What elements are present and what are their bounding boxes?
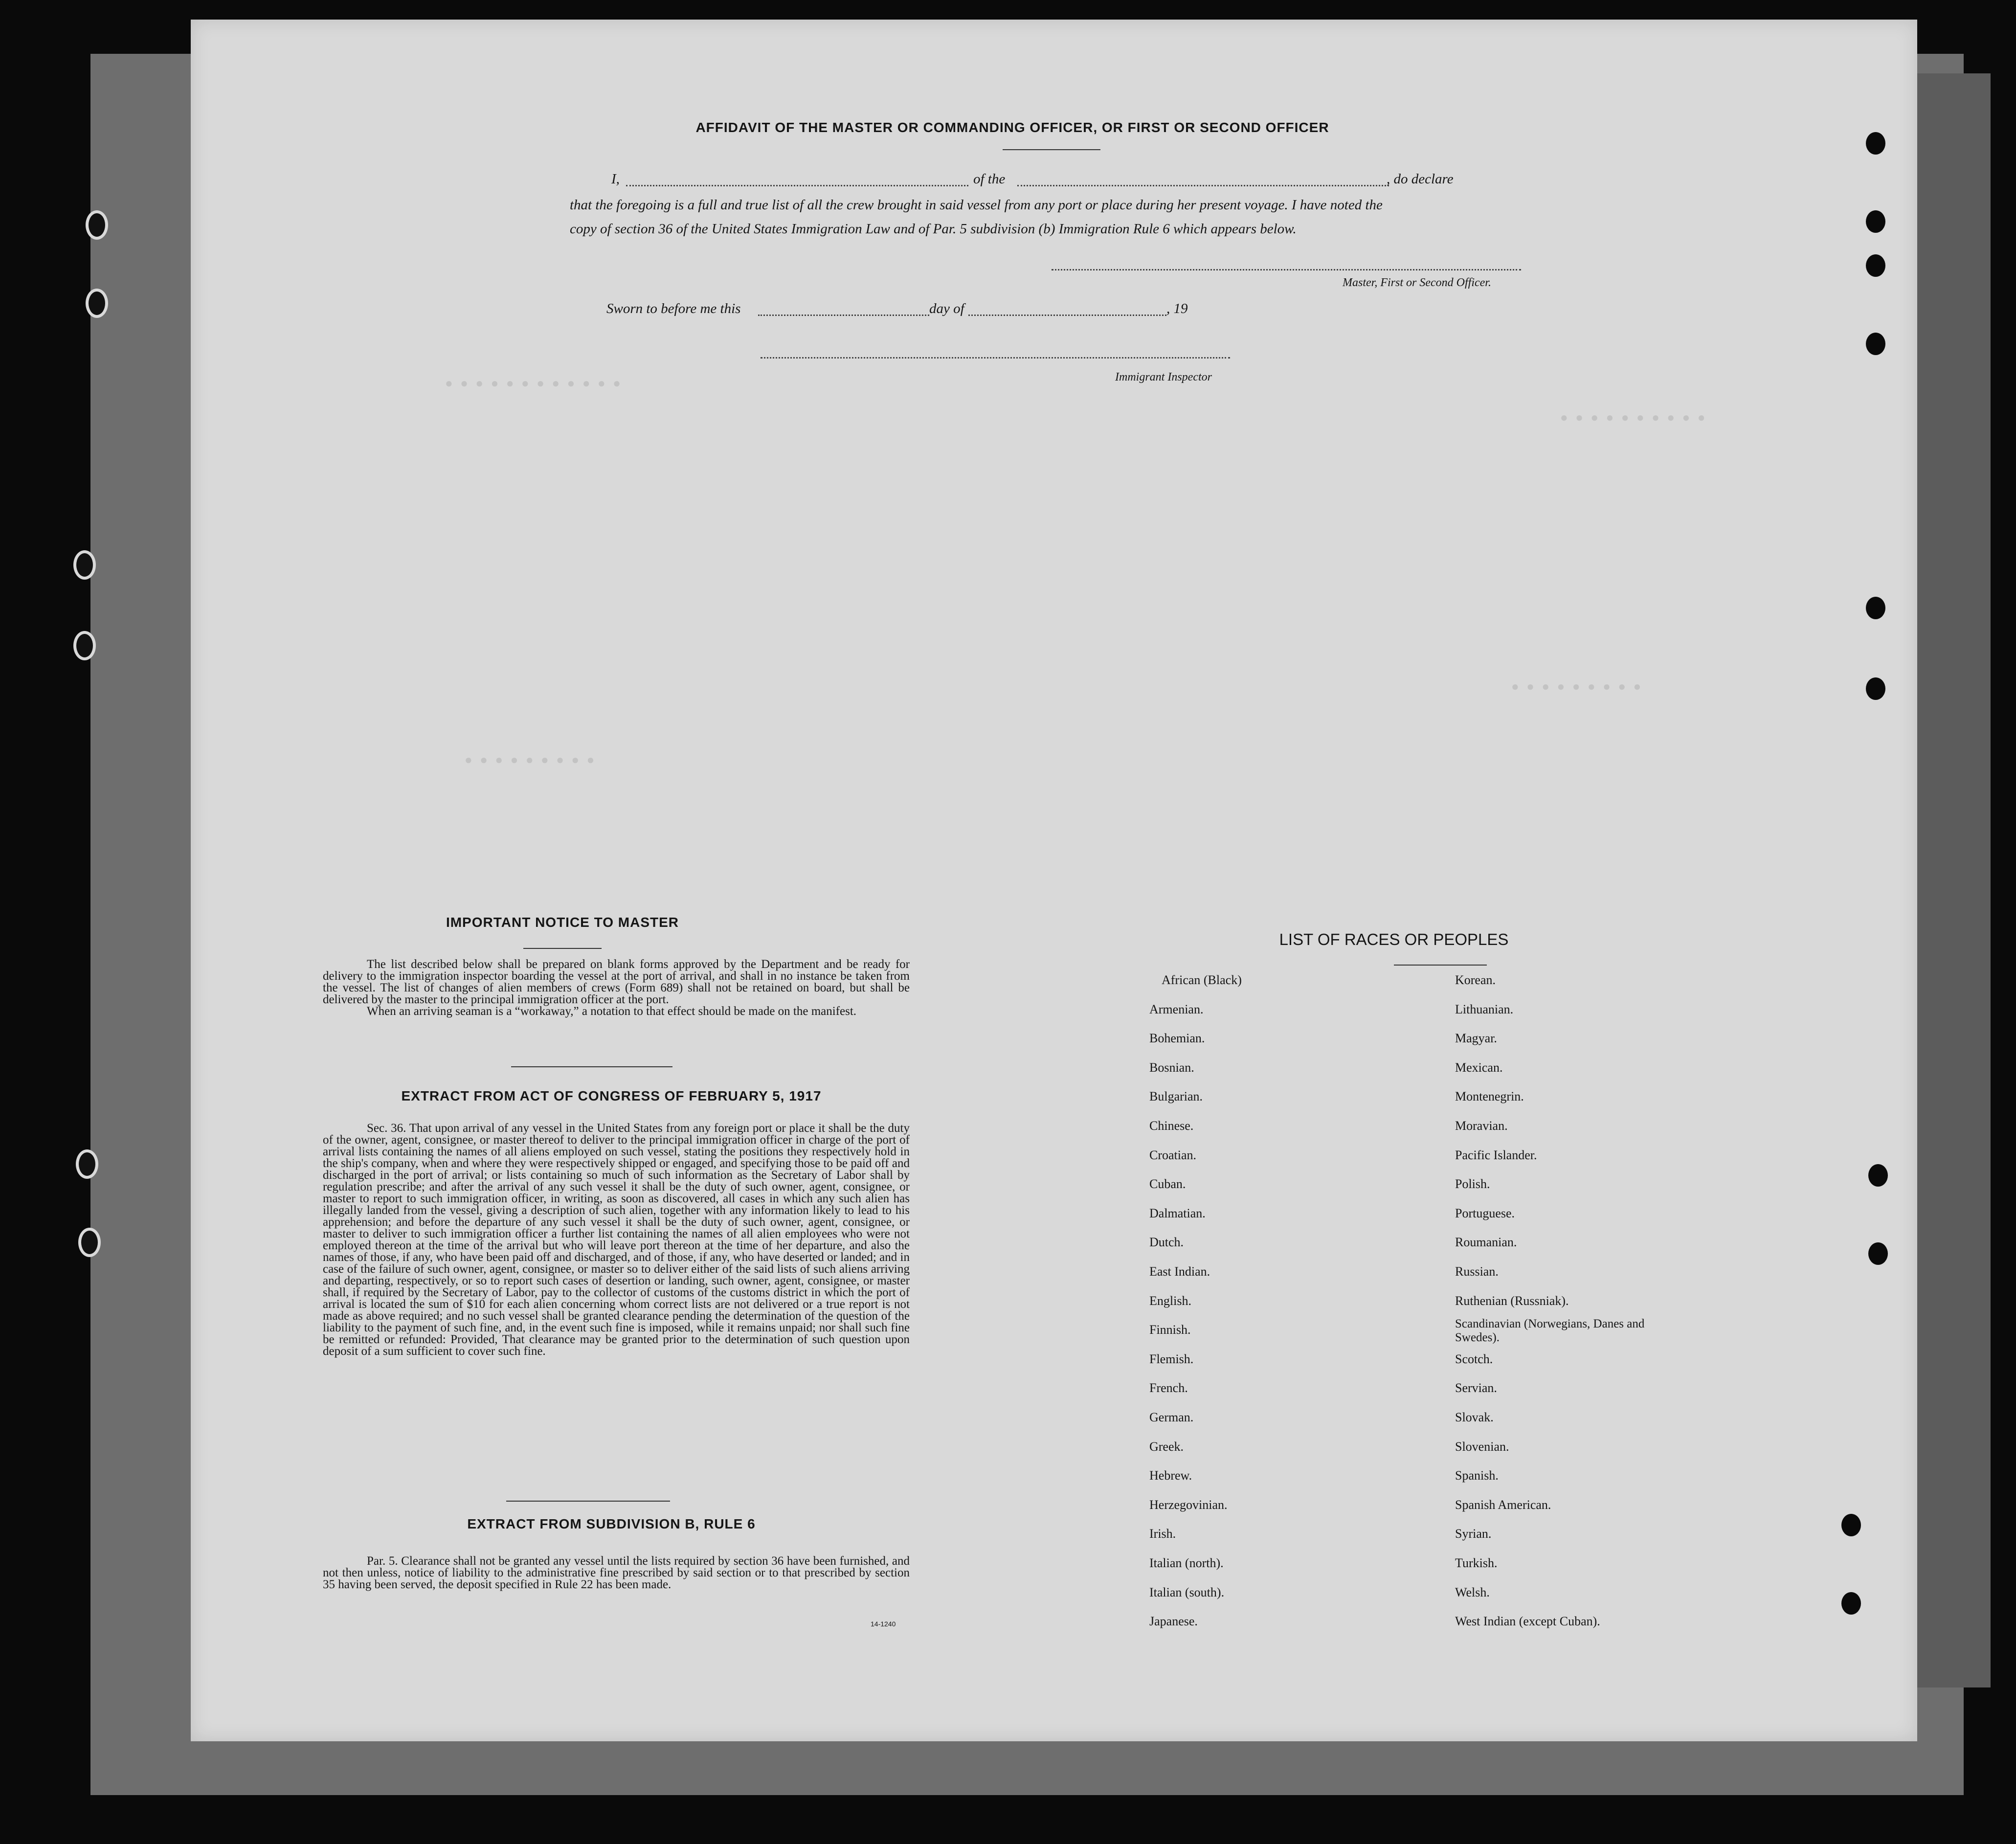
race-item: Dutch.	[1149, 1235, 1184, 1249]
race-item: West Indian (except Cuban).	[1455, 1614, 1600, 1628]
race-item: Portuguese.	[1455, 1206, 1515, 1220]
form-number: 14-1240	[871, 1620, 896, 1628]
race-item: African (Black)	[1162, 973, 1242, 987]
notice-body	[323, 959, 910, 1017]
year-label: , 19	[1166, 301, 1188, 316]
bleed-through-text: ● ● ● ● ● ● ● ● ● ●	[1560, 411, 1705, 426]
race-item: Polish.	[1455, 1177, 1490, 1191]
extract-rule-body	[323, 1555, 910, 1591]
race-item: Japanese.	[1149, 1614, 1198, 1628]
bleed-through-text: ● ● ● ● ● ● ● ● ● ● ● ●	[445, 377, 621, 391]
race-item: Mexican.	[1455, 1060, 1503, 1075]
race-item: Armenian.	[1149, 1002, 1204, 1016]
day-of-label: day of	[929, 301, 964, 316]
race-item: Magyar.	[1455, 1031, 1497, 1045]
race-item: Korean.	[1455, 973, 1496, 987]
binder-hole	[1866, 132, 1885, 155]
race-item: Herzegovinian.	[1149, 1498, 1228, 1512]
notice-underline	[523, 948, 602, 949]
race-item: German.	[1149, 1410, 1194, 1424]
bleed-through-text: ● ● ● ● ● ● ● ● ●	[465, 753, 595, 768]
race-item: Spanish American.	[1455, 1498, 1551, 1512]
binder-hole	[1866, 333, 1885, 355]
races-underline	[1394, 965, 1487, 966]
race-item: Spanish.	[1455, 1468, 1499, 1483]
race-item: Italian (south).	[1149, 1585, 1225, 1599]
binder-hole	[1841, 1592, 1861, 1615]
sworn-day-field[interactable]	[758, 315, 929, 316]
race-item: Roumanian.	[1455, 1235, 1517, 1249]
notice-paragraph-1: The list described below shall be prepared on blank forms approved by the Department and be ready for delivery to the immigration inspector boarding the vessel at the port of arrival, and shall in no instance be taken from the vessel. The list of changes of alien members of crews (Form 689) shall not be retained on board, but shall be delivered by the master to the principal immigration officer at the port.	[323, 958, 910, 1006]
section-36-text: Sec. 36. That upon arrival of any vessel in the United States from any foreign port or place it shall be the duty of the owner, agent, consignee, or master thereof to deliver to the principal immigration officer in charge of the port of arrival lists containing the names of all aliens employed on such vessel, stating the positions they respectively hold in the ship's company, when and where they were respectively shipped or engaged, and specifying those to be paid off and discharged in the port of arrival; or lists containing so much of such information as the Secretary of Labor shall by regulation prescribe; and after the arrival of any such vessel it shall be the duty of such owner, agent, consignee, or master to report to such immigration officer, in writing, as soon as discovered, all cases in which any such alien has illegally landed from the vessel, giving a description of such alien, together with any information likely to lead to his apprehension; and before the departure of any such vessel it shall be the duty of such owner, agent, consignee, or master to deliver to such immigration officer a further list containing the names of all alien employees who were not employed thereon at the time of the arrival but who will leave port thereon at the time of her departure, and also the names of those, if any, who have been paid off and discharged, and of those, if any, who have deserted or landed; and in case of the failure of such owner, agent, consignee, or master so to deliver either of the said lists of such aliens arriving and departing, respectively, or so to report such cases of desertion or landing, such owner, agent, consignee, or master shall, if required by the Secretary of Labor, pay to the collector of customs of the customs district in which the port of arrival is located the sum of $10 for each alien concerning whom correct lists are not delivered or a true report is not made as above required; and no such vessel shall be granted clearance pending the determination of the question of the liability to the payment of such fine, and, in the event such fine is imposed, while it remains unpaid; nor shall such fine be remitted or refunded: Provided, That clearance may be granted prior to the determination of such question upon deposit of a sum sufficient to cover such fine.	[323, 1122, 910, 1358]
race-item: Hebrew.	[1149, 1468, 1192, 1483]
extract-act-body	[323, 1123, 910, 1357]
section-divider	[511, 1066, 672, 1067]
binder-hole	[78, 1228, 101, 1257]
affidavit-i-label: I,	[611, 171, 620, 187]
bleed-through-text: ● ● ● ● ● ● ● ● ●	[1511, 680, 1641, 695]
race-item: Montenegrin.	[1455, 1089, 1524, 1103]
sworn-month-field[interactable]	[968, 315, 1166, 316]
binder-hole	[1866, 210, 1885, 233]
inspector-signature-field[interactable]	[761, 357, 1230, 359]
inspector-label: Immigrant Inspector	[1115, 371, 1212, 383]
race-item: Bohemian.	[1149, 1031, 1205, 1045]
race-item: Russian.	[1455, 1264, 1499, 1279]
affidavit-line-3: copy of section 36 of the United States Immigration Law and of Par. 5 subdivision (b) Immigration Rule 6 which appears below.	[570, 221, 1297, 237]
affidavit-of-the-label: of the	[973, 171, 1006, 187]
binder-hole	[86, 289, 108, 318]
race-item: Slovenian.	[1455, 1439, 1509, 1454]
race-item: Turkish.	[1455, 1556, 1498, 1570]
race-item: Irish.	[1149, 1527, 1176, 1541]
race-item: Moravian.	[1455, 1119, 1508, 1133]
race-item: Syrian.	[1455, 1527, 1492, 1541]
affidavit-line-2: that the foregoing is a full and true list of all the crew brought in said vessel from any port or place during her present voyage. I have noted the	[570, 197, 1383, 213]
race-item: Chinese.	[1149, 1119, 1194, 1133]
back-sheet-edge	[1907, 73, 1991, 1687]
race-item: French.	[1149, 1381, 1188, 1395]
race-item: Slovak.	[1455, 1410, 1494, 1424]
notice-title: IMPORTANT NOTICE TO MASTER	[446, 915, 679, 930]
races-title: LIST OF RACES OR PEOPLES	[1279, 930, 1509, 948]
master-name-field[interactable]	[626, 185, 968, 186]
race-item: Cuban.	[1149, 1177, 1186, 1191]
race-item: Finnish.	[1149, 1323, 1191, 1337]
binder-hole	[73, 550, 96, 580]
race-item: Scotch.	[1455, 1352, 1493, 1366]
race-item: Scandinavian (Norwegians, Danes and Swedes).	[1455, 1317, 1645, 1344]
race-item: Italian (north).	[1149, 1556, 1224, 1570]
race-item: Greek.	[1149, 1439, 1184, 1454]
signature-field[interactable]	[1052, 269, 1521, 270]
par-5-text: Par. 5. Clearance shall not be granted any vessel until the lists required by section 36 have been furnished, and not then unless, notice of liability to the administrative fine prescribed by said section or to that prescribed by section 35 having been served, the deposit specified in Rule 22 has been made.	[323, 1554, 910, 1591]
binder-hole	[1868, 1242, 1888, 1265]
binder-hole	[73, 631, 96, 660]
affidavit-title: AFFIDAVIT OF THE MASTER OR COMMANDING OFFICER, OR FIRST OR SECOND OFFICER	[695, 120, 1329, 135]
title-underline	[1003, 149, 1100, 150]
race-item: Ruthenian (Russniak).	[1455, 1294, 1569, 1308]
affidavit-declare-label: , do declare	[1387, 171, 1454, 187]
race-item: Welsh.	[1455, 1585, 1490, 1599]
binder-hole	[1866, 597, 1885, 619]
race-item: Dalmatian.	[1149, 1206, 1206, 1220]
race-item: Lithuanian.	[1455, 1002, 1514, 1016]
vessel-name-field[interactable]	[1017, 185, 1389, 186]
section-divider	[506, 1501, 670, 1502]
sworn-label: Sworn to before me this	[606, 301, 741, 316]
notice-paragraph-2: When an arriving seaman is a “workaway,” a notation to that effect should be made on the manifest.	[367, 1005, 857, 1018]
binder-hole	[1866, 254, 1885, 277]
binder-hole	[1866, 677, 1885, 700]
race-item: Servian.	[1455, 1381, 1497, 1395]
form-page	[191, 20, 1917, 1741]
race-item: Pacific Islander.	[1455, 1148, 1537, 1162]
race-item: Bulgarian.	[1149, 1089, 1203, 1103]
race-item: Bosnian.	[1149, 1060, 1194, 1075]
extract-act-title: EXTRACT FROM ACT OF CONGRESS OF FEBRUARY 5, 1917	[401, 1088, 822, 1103]
binder-hole	[86, 210, 108, 240]
race-item: East Indian.	[1149, 1264, 1210, 1279]
binder-hole	[1868, 1164, 1888, 1187]
race-item: Croatian.	[1149, 1148, 1197, 1162]
race-item: Flemish.	[1149, 1352, 1194, 1366]
signature-label: Master, First or Second Officer.	[1343, 276, 1491, 289]
binder-hole	[1841, 1514, 1861, 1536]
extract-rule-title: EXTRACT FROM SUBDIVISION B, RULE 6	[467, 1516, 756, 1531]
race-item: English.	[1149, 1294, 1191, 1308]
binder-hole	[76, 1149, 98, 1179]
